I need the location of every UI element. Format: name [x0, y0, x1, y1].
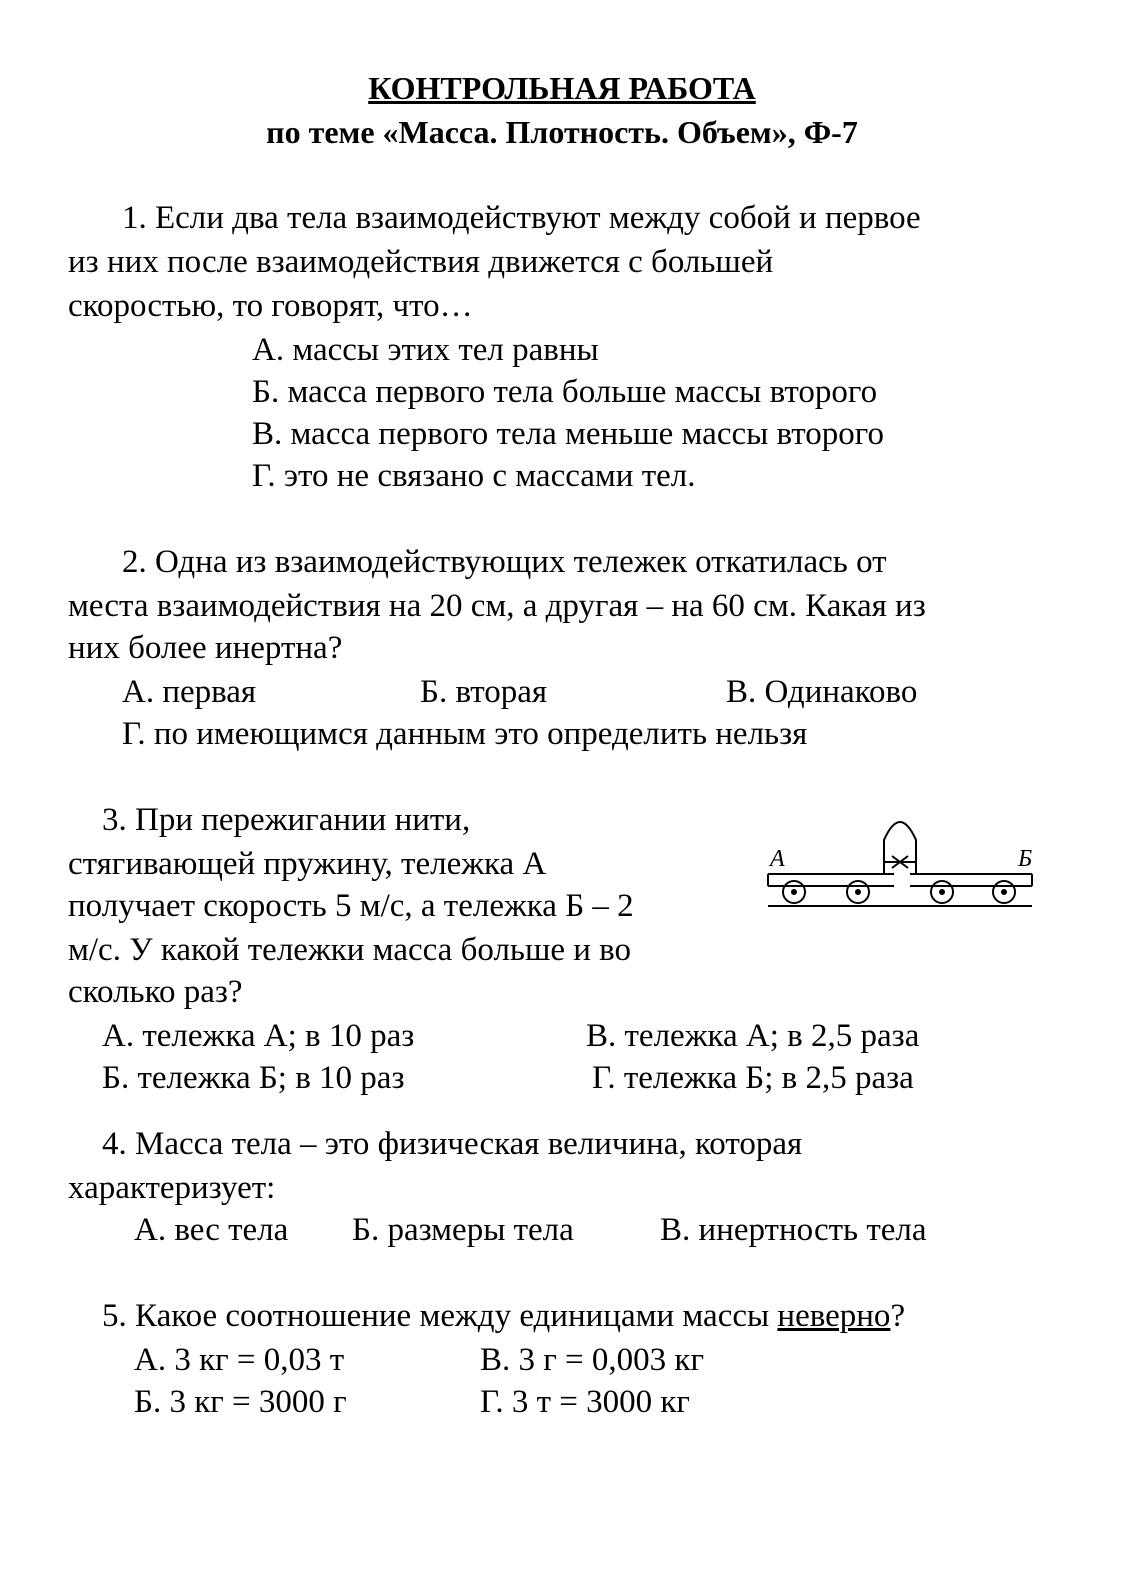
- q5-text-underlined: неверно: [777, 1298, 891, 1334]
- q4-line-1: 4. Масса тела – это физическая величина, которая: [102, 1126, 803, 1162]
- q2-option-a: А. первая: [122, 674, 257, 710]
- q5-question: [102, 1294, 905, 1338]
- q5-option-d: Г. 3 т = 3000 кг: [480, 1384, 690, 1420]
- q3-option-c: В. тележка А; в 2,5 раза: [586, 1018, 920, 1054]
- q1-option-c: В. масса первого тела меньше массы второго: [252, 416, 884, 452]
- q4-option-b: Б. размеры тела: [352, 1212, 574, 1248]
- q1-line-2: из них после взаимодействия движется с большей: [68, 244, 774, 280]
- q1-option-a: А. массы этих тел равны: [252, 332, 599, 368]
- q1-option-d: Г. это не связано с массами тел.: [252, 458, 696, 494]
- q5-option-c: В. 3 г = 0,003 кг: [480, 1342, 704, 1378]
- q1-line-1: 1. Если два тела взаимодействуют между собой и первое: [122, 200, 921, 236]
- q2-line-1: 2. Одна из взаимодействующих тележек откатилась от: [122, 544, 887, 580]
- q3-option-a: А. тележка А; в 10 раз: [102, 1018, 415, 1054]
- q5-text-before: 5. Какое соотношение между единицами массы: [102, 1298, 778, 1334]
- q5-text-after: ?: [890, 1298, 906, 1334]
- q2-option-c: В. Одинаково: [726, 674, 918, 710]
- q3-option-b: Б. тележка Б; в 10 раз: [102, 1060, 405, 1096]
- cart-label-b: Б: [1018, 846, 1033, 872]
- q5-option-a: А. 3 кг = 0,03 т: [134, 1342, 345, 1378]
- q3-line-1: 3. При пережигании нити,: [102, 802, 471, 838]
- q3-line-4: м/с. У какой тележки масса больше и во: [68, 932, 632, 968]
- q2-line-2: места взаимодействия на 20 см, а другая – на 60 см. Какая из: [68, 588, 926, 624]
- q3-option-d: Г. тележка Б; в 2,5 раза: [592, 1060, 914, 1096]
- spring-arch: [884, 822, 916, 874]
- q2-line-3: них более инертна?: [68, 630, 343, 666]
- q1-line-3: скоростью, то говорят, что…: [68, 288, 473, 324]
- page-title: КОНТРОЛЬНАЯ РАБОТА: [368, 70, 756, 106]
- page-subtitle: по теме «Масса. Плотность. Объем», Ф-7: [266, 114, 858, 150]
- q1-option-b: Б. масса первого тела больше массы второго: [252, 374, 878, 410]
- carts-figure: [760, 800, 1040, 920]
- q4-option-a: А. вес тела: [134, 1212, 289, 1248]
- q2-option-b: Б. вторая: [420, 674, 548, 710]
- q4-line-2: характеризует:: [68, 1170, 276, 1206]
- cart-label-a: А: [770, 846, 785, 872]
- q3-line-2: стягивающей пружину, тележка А: [68, 846, 547, 882]
- q3-line-5: сколько раз?: [68, 974, 243, 1010]
- q3-line-3: получает скорость 5 м/с, а тележка Б – 2: [68, 888, 634, 924]
- q2-option-d: Г. по имеющимся данным это определить нельзя: [122, 716, 808, 752]
- q4-option-c: В. инертность тела: [660, 1212, 927, 1248]
- q5-option-b: Б. 3 кг = 3000 г: [134, 1384, 347, 1420]
